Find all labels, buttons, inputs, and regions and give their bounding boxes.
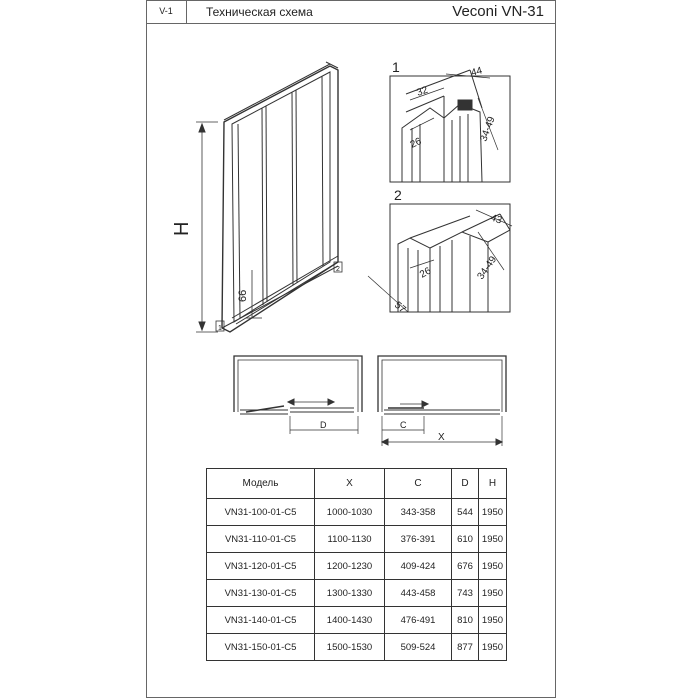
cell-model: VN31-140-01-C5 (207, 607, 315, 634)
cell-d: 610 (452, 526, 479, 553)
col-header-c: C (385, 469, 452, 499)
cell-d: 877 (452, 634, 479, 661)
table-row (207, 526, 507, 553)
cell-x: 1300-1330 (315, 580, 385, 607)
table-row (207, 553, 507, 580)
cell-c: 343-358 (385, 499, 452, 526)
table-row (207, 580, 507, 607)
table-row (207, 607, 507, 634)
spec-table (206, 468, 507, 661)
cell-model: VN31-130-01-C5 (207, 580, 315, 607)
cell-h: 1950 (479, 499, 507, 526)
detail-2-dim-b: 26 (418, 265, 434, 281)
bottom-gap-label: 66 (237, 289, 249, 302)
plan-c-label: C (400, 420, 407, 430)
cell-x: 1200-1230 (315, 553, 385, 580)
height-dimension (196, 122, 218, 332)
plan-x-label: X (438, 432, 445, 443)
col-header-x: X (315, 469, 385, 499)
cell-c: 509-524 (385, 634, 452, 661)
detail-1-number: 1 (392, 59, 400, 75)
detail-2-number: 2 (394, 187, 402, 203)
cell-x: 1000-1030 (315, 499, 385, 526)
cell-c: 443-458 (385, 580, 452, 607)
cell-c: 409-424 (385, 553, 452, 580)
cell-h: 1950 (479, 526, 507, 553)
model-name: Veconi VN-31 (452, 3, 544, 20)
sheet-code: V-1 (146, 0, 187, 23)
detail-2-dim-c: 34-49 (475, 254, 500, 282)
detail-1-dim-a: 32 (415, 84, 430, 99)
cell-h: 1950 (479, 607, 507, 634)
sheet-title: Техническая схема (206, 5, 313, 19)
table-row (207, 634, 507, 661)
cell-d: 676 (452, 553, 479, 580)
callout-2-label: 2 (336, 266, 340, 273)
plan-view-open (234, 356, 362, 434)
cell-d: 544 (452, 499, 479, 526)
cell-d: 810 (452, 607, 479, 634)
col-header-h: H (479, 469, 507, 499)
col-header-d: D (452, 469, 479, 499)
cell-x: 1500-1530 (315, 634, 385, 661)
detail-1-dim-c: 26 (408, 136, 424, 151)
plan-d-label: D (320, 420, 327, 430)
cell-h: 1950 (479, 634, 507, 661)
cell-d: 743 (452, 580, 479, 607)
cell-h: 1950 (479, 553, 507, 580)
detail-2-dim-d: 57 (392, 299, 408, 316)
cell-model: VN31-150-01-C5 (207, 634, 315, 661)
cell-x: 1400-1430 (315, 607, 385, 634)
cell-model: VN31-100-01-C5 (207, 499, 315, 526)
callout-1-label: 1 (218, 325, 222, 332)
table-row (207, 499, 507, 526)
col-header-model: Модель (207, 469, 315, 499)
detail-2-dim-a: 43 (488, 212, 504, 227)
cell-model: VN31-120-01-C5 (207, 553, 315, 580)
cell-c: 376-391 (385, 526, 452, 553)
cell-c: 476-491 (385, 607, 452, 634)
table-header-row (207, 469, 507, 499)
detail-1-dim-b: 44 (469, 65, 484, 79)
cell-model: VN31-110-01-C5 (207, 526, 315, 553)
height-label: H (171, 221, 193, 236)
cell-h: 1950 (479, 580, 507, 607)
cell-x: 1100-1130 (315, 526, 385, 553)
detail-1-dim-d: 34-49 (478, 115, 498, 144)
